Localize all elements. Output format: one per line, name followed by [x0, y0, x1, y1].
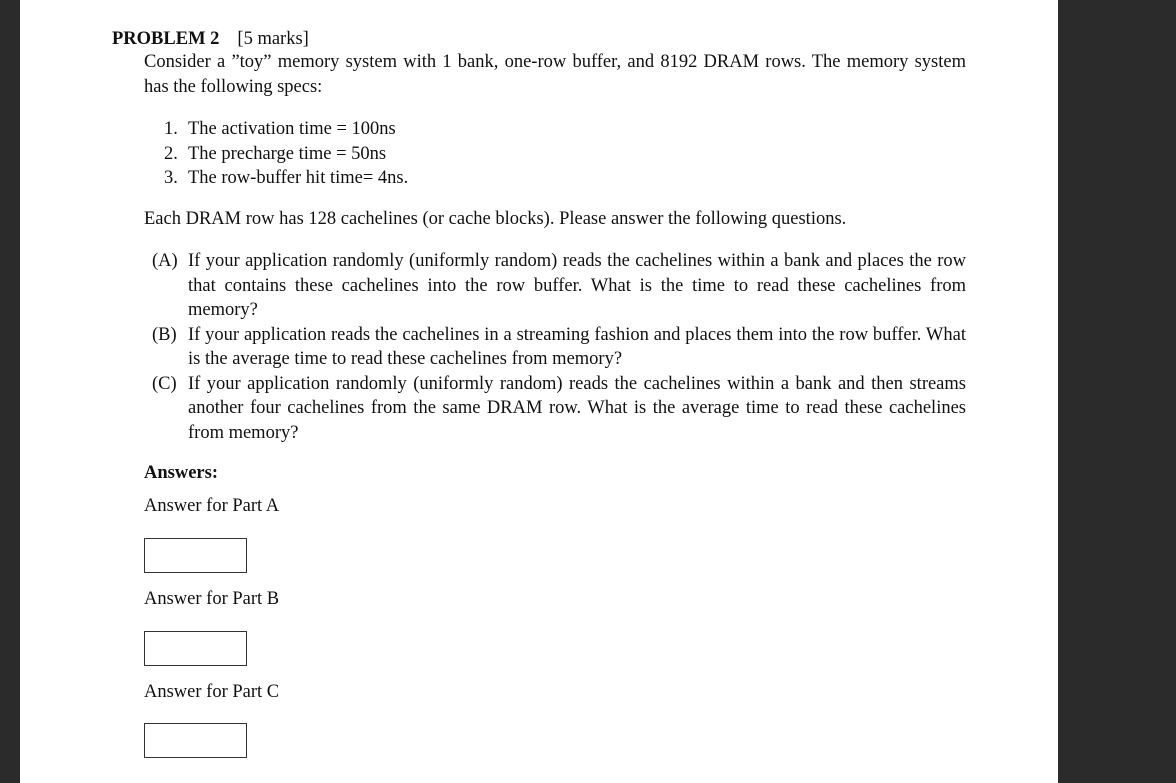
- problem-intro: Consider a ”toy” memory system with 1 bank, one-row buffer, and 8192 DRAM rows. The memory system has the following specs:: [144, 52, 966, 97]
- spec-number: 1.: [164, 119, 178, 139]
- spec-item: [144, 142, 966, 167]
- answer-c-label: Answer for Part C: [144, 682, 280, 702]
- answer-c-input[interactable]: [145, 724, 246, 757]
- problem-number: PROBLEM 2: [112, 29, 220, 49]
- problem-heading: [112, 27, 309, 52]
- specs-list: [144, 117, 966, 191]
- answer-a-label: Answer for Part A: [144, 496, 280, 516]
- question-label: (A): [152, 251, 178, 271]
- answer-b-box[interactable]: [144, 631, 247, 666]
- spec-text: The row-buffer hit time= 4ns.: [188, 168, 409, 188]
- questions-list: [144, 249, 966, 445]
- question-item: [144, 323, 966, 372]
- question-label: (C): [152, 373, 177, 394]
- question-text: If your application randomly (uniformly random) reads the cachelines within a bank and then streams another four cachelines from the same DRAM row. What is the average time to read these cachelines from memory?: [188, 373, 966, 443]
- spec-text: The precharge time = 50ns: [188, 143, 387, 164]
- answers-title: Answers:: [144, 463, 218, 483]
- spec-number: 2.: [164, 143, 178, 164]
- question-text: If your application randomly (uniformly random) reads the cachelines within a bank and places the row that contains these cachelines into the row buffer. What is the time to read these cachelines from memory?: [188, 251, 966, 320]
- cachelines-paragraph: Each DRAM row has 128 cachelines (or cache blocks). Please answer the following questions.: [144, 209, 847, 229]
- spec-item: [144, 166, 966, 191]
- question-text: If your application reads the cachelines in a streaming fashion and places them into the row buffer. What is the average time to read these cachelines from memory?: [188, 324, 966, 369]
- problem-marks: [5 marks]: [237, 29, 309, 49]
- spec-number: 3.: [164, 168, 178, 188]
- answer-a-input[interactable]: [145, 539, 246, 572]
- question-item: [144, 372, 966, 446]
- question-item: [144, 249, 966, 323]
- answer-a-box[interactable]: [144, 538, 247, 573]
- document-page: [20, 0, 1058, 783]
- question-label: (B): [152, 324, 177, 345]
- spec-item: [144, 117, 966, 142]
- answer-b-label: Answer for Part B: [144, 589, 280, 609]
- answer-b-input[interactable]: [145, 632, 246, 665]
- spec-text: The activation time = 100ns: [188, 119, 396, 139]
- answer-c-box[interactable]: [144, 723, 247, 758]
